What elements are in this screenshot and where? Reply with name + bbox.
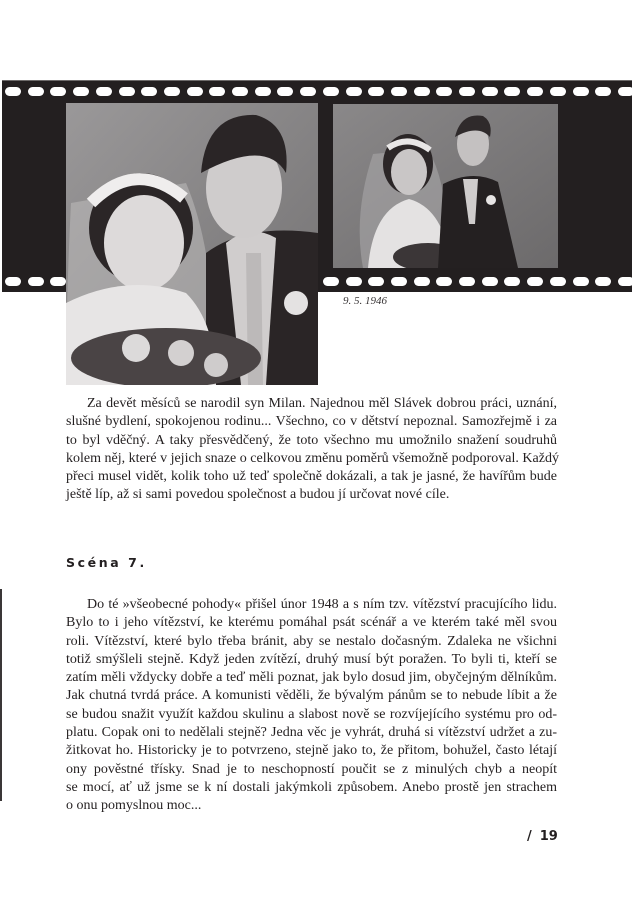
paragraph-1 (66, 395, 557, 505)
film-perforation (595, 277, 611, 286)
film-perforation (187, 87, 203, 96)
film-perforation (482, 277, 498, 286)
text-line: přeci musel vidět, kolik toho už teď společně dokázali, a tak je jasné, že havířům bude (66, 469, 557, 485)
film-perforation (527, 87, 543, 96)
film-perforation (391, 277, 407, 286)
film-perforation (459, 87, 475, 96)
wedding-couple-closeup-image (66, 103, 318, 385)
wedding-photo-right (333, 104, 558, 268)
film-perforation (73, 87, 89, 96)
section-heading: Scéna 7. (66, 555, 147, 570)
text-line: kolem něj, které v jejich snaze o celkovou změnu poměrů všemožně podporoval. Každý (66, 450, 559, 466)
film-perforation (414, 277, 430, 286)
film-perforation (618, 277, 632, 286)
film-perforation (618, 87, 632, 96)
text-line: ony pověstné třísky. Snad je to neschopností poučit se z minulých chyb a neopít (66, 761, 557, 777)
film-perforation (277, 87, 293, 96)
film-perforation (573, 277, 589, 286)
film-perforation (391, 87, 407, 96)
text-line: zatím měli vždycky dobře a teď měli poznat, jak bylo dosud jim, obyčejným dělníkům. (66, 670, 557, 686)
text-line: o onu pomyslnou moc... (66, 798, 202, 814)
wedding-couple-image (333, 104, 558, 268)
text-line: to byl vděčný. A taky přesvědčený, že toto všechno mu umožnilo snažení soudruhů (66, 432, 557, 448)
film-perforation (119, 87, 135, 96)
film-perforation (300, 87, 316, 96)
film-perforation (323, 87, 339, 96)
film-perforation (459, 277, 475, 286)
film-perforation (595, 87, 611, 96)
text-line: totiž smýšleli stejně. Když jeden zvítězí, druhý musí být poražen. To byli ti, kteří se (66, 651, 557, 667)
film-perforation (550, 277, 566, 286)
wedding-photo-left (66, 103, 318, 385)
film-perforation (436, 87, 452, 96)
film-perforation (368, 87, 384, 96)
film-perforation (323, 277, 339, 286)
photo-caption-date: 9. 5. 1946 (343, 295, 387, 307)
text-line: roli. Vítězství, které bylo třeba bránit, aby se nestalo dočasným. Zdaleka ne všichni (66, 633, 557, 649)
text-line: Za devět měsíců se narodil syn Milan. Najednou měl Slávek dobrou práci, uznání, (87, 396, 557, 411)
film-perforation (414, 87, 430, 96)
film-perforation (5, 277, 21, 286)
text-line: Jak chutná tvrdá práce. A komunisti věděli, že bývalým pánům se to nebude líbit a že (66, 688, 557, 704)
film-perforation (482, 87, 498, 96)
film-perforation (255, 87, 271, 96)
text-line: žitkovat ho. Historicky je to potvrzeno, stejně jako to, že přitom, bohužel, často létají (66, 743, 557, 759)
film-perforation (28, 277, 44, 286)
film-perforation (141, 87, 157, 96)
text-line: se mocí, ať už jsme se k ní dostali jakýmkoli způsobem. Anebo prostě jen strachem (66, 779, 557, 795)
film-perforations-top (2, 87, 632, 97)
film-perforation (573, 87, 589, 96)
film-perforation (346, 87, 362, 96)
film-perforation (96, 87, 112, 96)
film-perforation (209, 87, 225, 96)
film-perforation (504, 87, 520, 96)
page-number (527, 829, 558, 844)
margin-rule (0, 589, 2, 801)
page-number-slash: / (527, 829, 532, 844)
paragraph-2 (66, 596, 557, 816)
film-perforation (164, 87, 180, 96)
film-perforation (50, 87, 66, 96)
text-line: ještě líp, až si sami povedou společnost a budou jí určovat nové cíle. (66, 487, 450, 503)
page-number-value: 19 (539, 829, 558, 844)
film-perforation (346, 277, 362, 286)
text-line: se budou snažit využít každou skulinu a slabost nově se rozvíjejícího systému pro od- (66, 706, 557, 722)
film-perforation (504, 277, 520, 286)
film-perforation (436, 277, 452, 286)
film-perforation (28, 87, 44, 96)
film-perforation (50, 277, 66, 286)
text-line: Bylo to i jeho vítězství, ke kterému pomáhal psát scénář a ve kterém také měl svou (66, 615, 557, 631)
film-perforation (5, 87, 21, 96)
text-line: platu. Copak oni to nedělali stejně? Jedna věc je vyhrát, druhá si vítězství udržet a zu- (66, 725, 557, 741)
text-line: slušné bydlení, spokojenou rodinu... Všechno, co v dětství nepoznal. Samozřejmě i za (66, 414, 557, 430)
film-perforation (232, 87, 248, 96)
film-perforation (368, 277, 384, 286)
text-line: Do té »všeobecné pohody« přišel únor 1948 a s ním tzv. vítězství pracujícího lidu. (87, 597, 557, 612)
film-perforation (550, 87, 566, 96)
film-perforation (527, 277, 543, 286)
